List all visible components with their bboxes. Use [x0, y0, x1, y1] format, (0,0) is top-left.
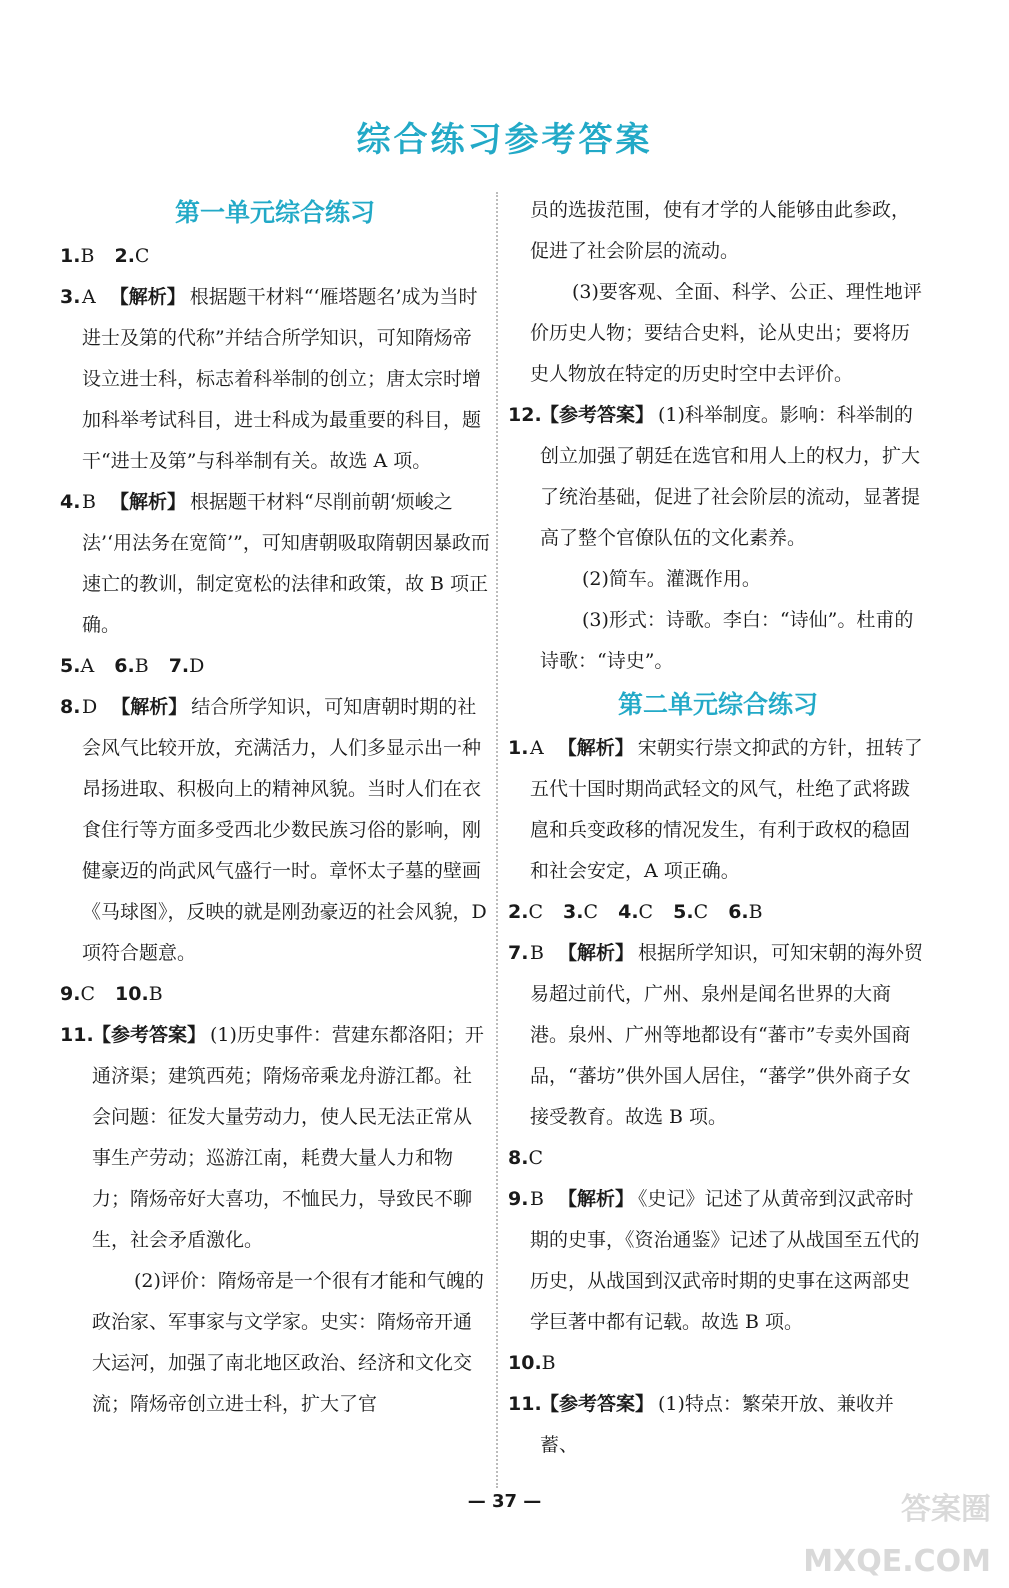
unit2-question-9: 9. B 【解析】 《史记》记述了从黄帝到汉武帝时期的史事，《资治通鉴》记述了从战国至五代的历史，从战国到汉武帝时期的史事在这两部史学巨著中都有记载。故选 B 项。: [508, 1188, 920, 1333]
watermark-logo: 答案圈 MXQE.COM: [803, 1492, 991, 1579]
column-divider: [496, 192, 498, 1488]
unit2-answer-8: 8.C: [508, 1147, 543, 1169]
question-8: 8. D 【解析】 结合所学知识，可知唐朝时期的社会风气比较开放，充满活力，人们多显示出一种昂扬进取、积极向上的精神风貌。当时人们在衣食住行等方面多受西北少数民族习俗的影响，刚健豪迈的尚武风气盛行一时。章怀太子墓的壁画《马球图》，反映的就是刚劲豪迈的社会风貌，D 项符合题意。: [60, 696, 487, 964]
question-12-part3: (3)形式：诗歌。李白：“诗仙”。杜甫的诗歌：“诗史”。: [540, 609, 914, 672]
unit2-answer-10: 10.B: [508, 1352, 556, 1374]
question-11: 11. 【参考答案】 (1)历史事件：营建东都洛阳；开通济渠；建筑西苑；隋炀帝乘龙舟游江都。社会问题：征发大量劳动力，使人民无法正常从事生产劳动；巡游江南，耗费大量人力和物力；隋炀帝好大喜功，不恤民力，导致民不聊生，社会矛盾激化。: [60, 1024, 484, 1251]
page-number: — 37 —: [467, 1491, 542, 1512]
left-column: [60, 190, 490, 1425]
unit2-question-11: 11. 【参考答案】 (1)特点：繁荣开放、兼收并蓄、: [508, 1393, 894, 1456]
right-column: [508, 190, 928, 1466]
unit2-question-1: 1. A 【解析】 宋朝实行崇文抑武的方针，扭转了五代十国时期尚武轻文的风气，杜绝了武将跋扈和兵变政移的情况发生，有利于政权的稳固和社会安定，A 项正确。: [508, 737, 923, 882]
page-title: 综合练习参考答案: [356, 120, 653, 160]
question-11-part2-cont: 员的选拔范围，使有才学的人能够由此参政，促进了社会阶层的流动。: [530, 199, 911, 262]
question-11-part3: (3)要客观、全面、科学、公正、理性地评价历史人物；要结合史料，论从史出；要将历史人物放在特定的历史时空中去评价。: [530, 281, 922, 385]
answers-5-7: 5.A 6.B 7.D: [60, 655, 205, 677]
question-11-part2: (2)评价：隋炀帝是一个很有才能和气魄的政治家、军事家与文学家。史实：隋炀帝开通大运河，加强了南北地区政治、经济和文化交流；隋炀帝创立进士科，扩大了官: [92, 1270, 484, 1415]
unit2-question-7: 7. B 【解析】 根据所学知识，可知宋朝的海外贸易超过前代，广州、泉州是闻名世界的大商港。泉州、广州等地都设有“蕃市”专卖外国商品，“蕃坊”供外国人居住，“蕃学”供外商子女接受教育。故选 B 项。: [508, 942, 923, 1128]
section-title-unit2: 第二单元综合练习: [617, 690, 818, 719]
question-4: 4. B 【解析】 根据题干材料“尽削前朝‘烦峻之法’‘用法务在宽简’”，可知唐朝吸取隋朝因暴政而速亡的教训，制定宽松的法律和政策，故 B 项正确。: [60, 491, 490, 636]
answers-1-2: 1.B 2.C: [60, 245, 150, 267]
answers-9-10: 9.C 10.B: [60, 983, 163, 1005]
section-title-unit1: 第一单元综合练习: [174, 198, 375, 227]
question-12-part2: (2)简车。灌溉作用。: [582, 568, 761, 590]
question-3: 3. A 【解析】 根据题干材料“‘雁塔题名’成为当时进士及第的代称”并结合所学知识，可知隋炀帝设立进士科，标志着科举制的创立；唐太宗时增加科举考试科目，进士科成为最重要的科目，题干“进士及第”与科举制有关。故选 A 项。: [60, 286, 482, 472]
question-12: 12. 【参考答案】 (1)科举制度。影响：科举制的创立加强了朝廷在选官和用人上的权力，扩大了统治基础，促进了社会阶层的流动，显著提高了整个官僚队伍的文化素养。: [508, 404, 921, 549]
unit2-answers-2-6: 2.C 3.C 4.C 5.C 6.B: [508, 901, 763, 923]
